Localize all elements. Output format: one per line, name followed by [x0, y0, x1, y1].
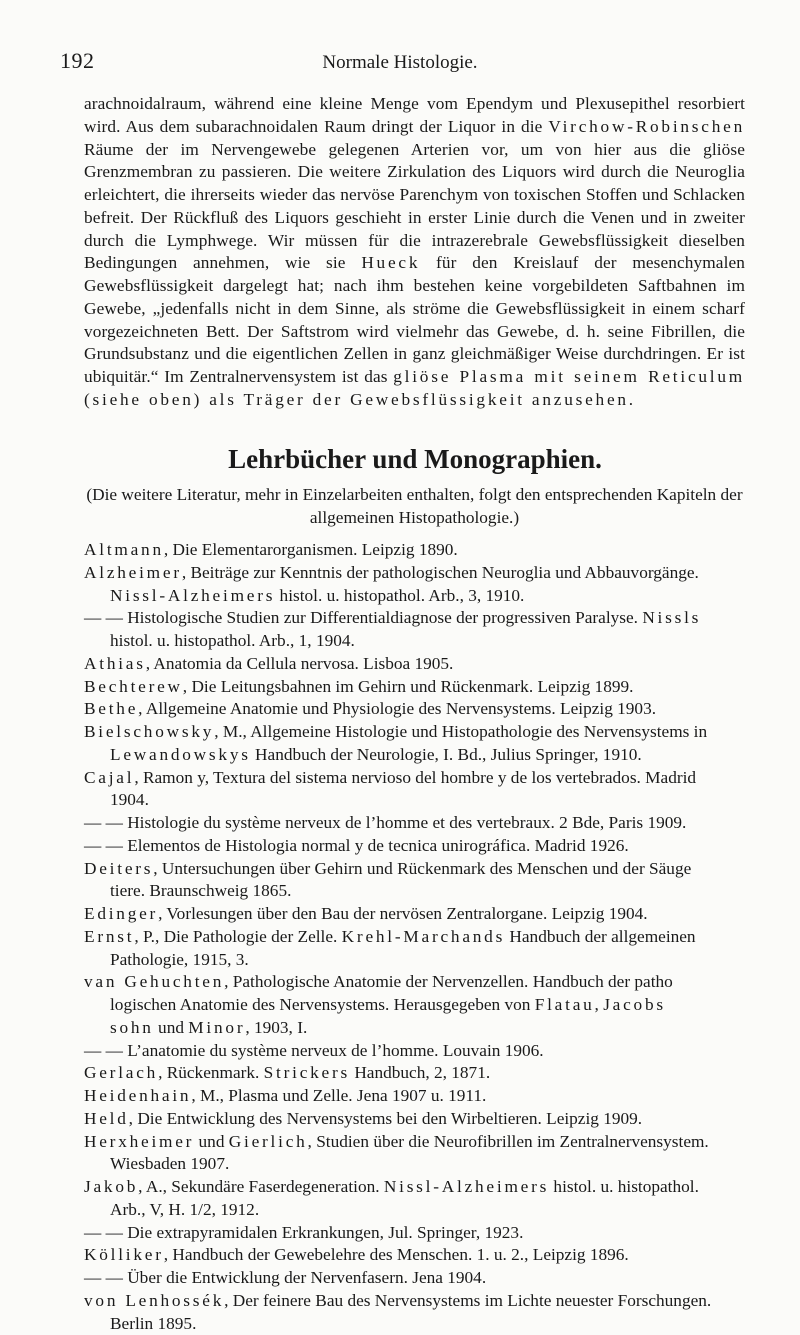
reference-text: , Pathologische Anatomie der Nervenzellen. Handbuch der patho logischen Anatomie des Nervensystems. Herausgegeben von	[110, 972, 673, 1014]
reference-entry	[84, 1108, 764, 1131]
reference-text: , Rückenmark.	[158, 1063, 264, 1083]
emphasis-spaced: gliöse Plasma mit seinem Reticulum (siehe oben) als Träger der Gewebsflüssigkeit anzusehen.	[84, 367, 745, 409]
reference-entry	[84, 1267, 764, 1290]
reference-author: von Lenhossék	[84, 1290, 225, 1310]
reference-entry	[84, 539, 764, 562]
reference-text: — — Histologie du système nerveux de l’homme et des vertebraux. 2 Bde, Paris 1909.	[84, 813, 687, 832]
reference-author: Deiters	[84, 858, 154, 878]
reference-text: , M., Allgemeine Histologie und Histopathologie des Nervensystems in	[214, 722, 708, 741]
reference-author: Altmann	[84, 540, 164, 559]
running-title: Normale Histologie.	[322, 52, 478, 73]
reference-entry	[84, 1040, 764, 1063]
reference-author: Minor	[188, 1017, 246, 1037]
reference-entry	[84, 858, 764, 904]
reference-text: — — L’anatomie du système nerveux de l’homme. Louvain 1906.	[84, 1040, 544, 1060]
reference-entry	[84, 562, 764, 608]
author-name-spaced: Virchow-Robinschen	[548, 116, 745, 136]
reference-entry	[84, 812, 764, 835]
reference-text: , Vorlesungen über den Bau der nervösen Zentralorgane. Leipzig 1904.	[158, 904, 648, 923]
body-text: für den Kreislauf der mesenchymalen Gewebsflüssigkeit dargelegt hat; nach ihm bestehen keine vorgebildeten Saftbahnen im Gewebe, „jedenfalls nicht in dem Sinne, als ströme die Gewebsflüssigkeit in einem scharf vorgezeichneten Bett. Der Saftstrom wird vielmehr das Gewebe, d. h. seine Fibrillen, die Grundsubstanz und die eigentlichen Zellen in ganz gleichmäßiger Weise durchdringen. Er ist ubiquitär.“ Im Zentralnervensystem ist das	[84, 253, 745, 386]
reference-text: und	[194, 1131, 229, 1151]
reference-text: histol. u. histopathol. Arb., 1, 1904.	[110, 631, 355, 650]
body-paragraph	[84, 93, 745, 412]
reference-text: , Anatomia da Cellula nervosa. Lisboa 1905.	[145, 653, 454, 673]
reference-entry	[84, 1290, 764, 1335]
reference-entry	[84, 971, 764, 1039]
reference-text: , P., Die Pathologie der Zelle.	[134, 926, 342, 946]
reference-author: Nissls	[642, 608, 702, 628]
reference-author: Bethe	[84, 699, 139, 719]
reference-entry	[84, 1176, 764, 1222]
reference-text: , Beiträge zur Kenntnis der pathologischen Neuroglia und Abbauvorgänge.	[181, 562, 699, 582]
reference-text: , 1903, I.	[245, 1017, 308, 1037]
section-note: (Die weitere Literatur, mehr in Einzelarbeiten enthalten, folgt den entsprechenden Kapiteln der allgemeinen Histopathologie.)	[86, 485, 743, 527]
reference-text: , Handbuch der Gewebelehre des Menschen. 1. u. 2., Leipzig 1896.	[163, 1245, 629, 1265]
reference-author: Gierlich	[228, 1131, 308, 1151]
reference-author: Alzheimer	[84, 562, 182, 582]
reference-author: Bechterew	[84, 676, 183, 696]
reference-text: — — Die extrapyramidalen Erkrankungen, Jul. Springer, 1923.	[84, 1222, 524, 1242]
reference-text: — — Über die Entwicklung der Nervenfasern. Jena 1904.	[84, 1268, 487, 1287]
reference-text: , Die Entwicklung des Nervensystems bei den Wirbeltieren. Leipzig 1909.	[128, 1108, 643, 1128]
reference-author: Strickers	[263, 1063, 350, 1083]
reference-entry	[84, 926, 764, 972]
reference-author: Gerlach	[84, 1063, 159, 1083]
reference-text: , M., Plasma und Zelle. Jena 1907 u. 1911.	[191, 1086, 487, 1105]
reference-author: Flatau	[534, 995, 595, 1014]
author-name-spaced: Hueck	[361, 253, 421, 273]
reference-entry	[84, 835, 764, 858]
reference-entry	[84, 676, 764, 699]
reference-text: , Studien über die Neurofibrillen im Zentralnervensystem. Wiesbaden 1907.	[110, 1131, 709, 1174]
page-number: 192	[60, 48, 95, 73]
body-text: Räume der im Nervengewebe gelegenen Arterien vor, um von hier aus die gliöse Grenzmembran zu passieren. Die weitere Zirkulation des Liquors wird durch die Neuroglia erleichtert, die ihrerseits wieder das nervöse Parenchym von toxischen Stoffen und Schlacken befreit. Der Rückfluß des Liquors geschieht in erster Linie durch die Venen und in zweiter durch die Lymphwege. Wir müssen für die intrazerebrale Gewebsflüssigkeit dieselben Bedingungen annehmen, wie sie	[84, 139, 745, 273]
reference-author: Edinger	[84, 904, 159, 923]
reference-text: , Der feinere Bau des Nervensystems im Lichte neuester Forschungen. Berlin 1895.	[110, 1290, 712, 1333]
reference-text: histol. u. histopathol. Arb., V, H. 1/2, 1912.	[110, 1177, 699, 1219]
reference-author: Jacobs sohn	[110, 995, 666, 1037]
reference-author: Athias	[84, 653, 146, 673]
reference-author: Kölliker	[84, 1245, 164, 1265]
reference-text: , Untersuchungen über Gehirn und Rückenmark des Menschen und der Säuge tiere. Braunschweig 1865.	[110, 858, 692, 901]
reference-entry	[84, 767, 764, 813]
reference-text: — — Histologische Studien zur Differentialdiagnose der progressiven Paralyse.	[84, 608, 643, 628]
reference-entry	[84, 721, 764, 767]
section-heading: Lehrbücher und Monographien.	[228, 444, 602, 474]
reference-text: Handbuch der allgemeinen Pathologie, 1915, 3.	[110, 926, 696, 969]
reference-list	[84, 539, 764, 1335]
reference-entry	[84, 1222, 764, 1245]
reference-entry	[84, 1131, 764, 1177]
reference-entry	[84, 607, 764, 653]
reference-text: , Ramon y, Textura del sistema nervioso del hombre y de los vertebrados. Madrid 1904.	[110, 767, 697, 810]
reference-text: Handbuch der Neurologie, I. Bd., Julius Springer, 1910.	[250, 744, 642, 764]
reference-text: , A., Sekundäre Faserdegeneration.	[138, 1177, 384, 1196]
reference-author: Herxheimer	[84, 1131, 195, 1151]
reference-text: , Die Leitungsbahnen im Gehirn und Rückenmark. Leipzig 1899.	[182, 676, 634, 696]
reference-text: histol. u. histopathol. Arb., 3, 1910.	[275, 585, 525, 605]
reference-text: und	[153, 1017, 189, 1037]
reference-author: Heidenhain	[84, 1086, 192, 1105]
reference-author: Held	[84, 1108, 129, 1128]
reference-author: Lewandowskys	[110, 744, 251, 764]
reference-author: Bielschowsky	[84, 722, 215, 741]
reference-text: ,	[594, 995, 604, 1014]
reference-text: — — Elementos de Histologia normal y de tecnica unirográfica. Madrid 1926.	[84, 835, 629, 855]
reference-author: Nissl-Alzheimers	[110, 585, 276, 605]
reference-text: Handbuch, 2, 1871.	[350, 1063, 491, 1083]
reference-entry	[84, 1244, 764, 1267]
reference-author: Krehl-Marchands	[341, 926, 506, 946]
reference-author: Ernst	[84, 926, 135, 946]
reference-text: , Die Elementarorganismen. Leipzig 1890.	[163, 540, 458, 559]
reference-author: Cajal	[84, 767, 135, 787]
reference-text: , Allgemeine Anatomie und Physiologie des Nervensystems. Leipzig 1903.	[138, 699, 657, 719]
body-text: arachnoidalraum, während eine kleine Menge vom Ependym und Plexusepithel resorbiert wird. Aus dem subarachnoidalen Raum dringt der Liquor in die	[84, 94, 745, 136]
reference-entry	[84, 653, 764, 676]
reference-entry	[84, 1062, 764, 1085]
reference-author: Nissl-Alzheimers	[383, 1177, 550, 1196]
reference-entry	[84, 1085, 764, 1108]
reference-author: van Gehuchten	[84, 972, 225, 992]
reference-entry	[84, 698, 764, 721]
reference-author: Jakob	[84, 1177, 139, 1196]
reference-entry	[84, 903, 764, 926]
